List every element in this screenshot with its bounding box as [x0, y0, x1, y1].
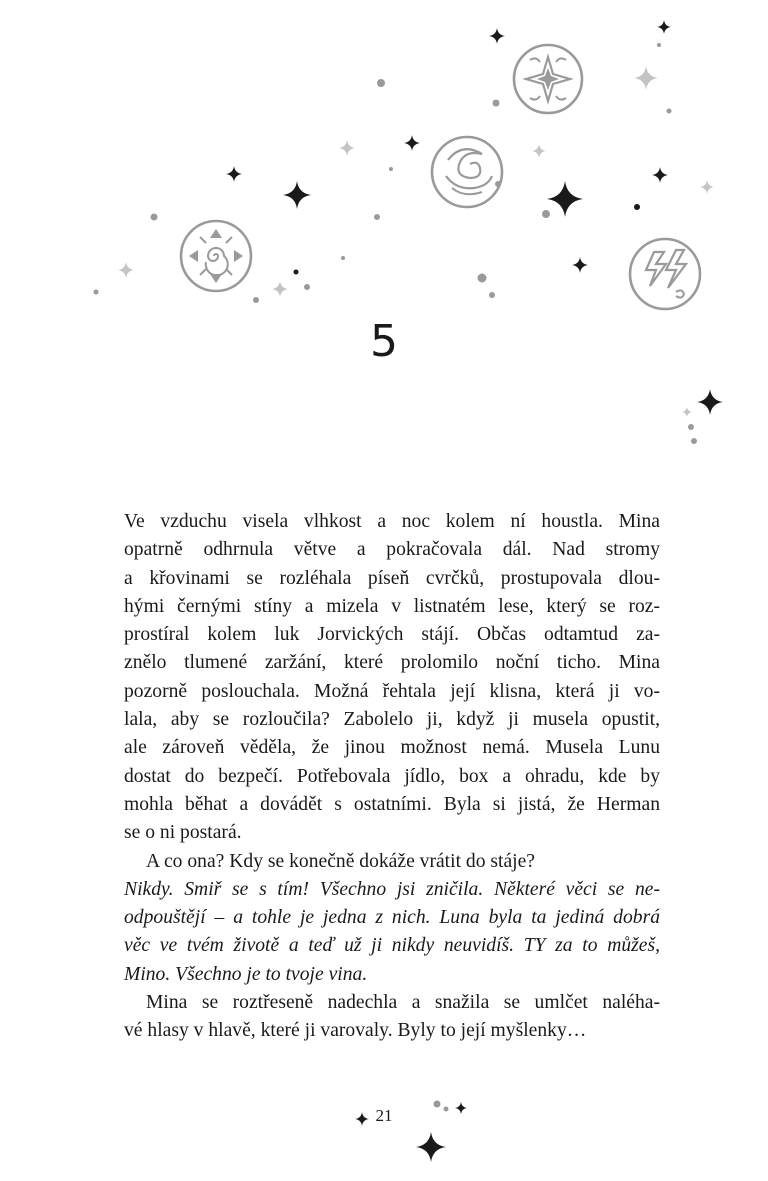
paragraph-line: věc ve tvém životě a teď už ji nikdy neuvidíš. TY za to můžeš,	[124, 935, 660, 957]
paragraph-line: lala, aby se rozloučila? Zabolelo ji, když ji musela opustit,	[124, 709, 660, 731]
chapter-text	[124, 508, 660, 1046]
paragraph-line: Mino. Všechno je to tvoje vina.	[124, 963, 368, 985]
paragraph-line: se o ni postará.	[124, 822, 242, 844]
paragraph-line: odpouštějí – a tohle je jedna z nich. Luna byla ta jediná dobrá	[124, 907, 660, 929]
paragraph-line: prostíral kolem luk Jorvických stájí. Občas odtamtud za-	[124, 624, 660, 646]
paragraph-line: mohla běhat a dovádět s ostatními. Byla si jistá, že Herman	[124, 793, 660, 815]
paragraph-line: dostat do bezpečí. Potřebovala jídlo, box a ohradu, kde by	[124, 765, 660, 787]
lightning-emblem-icon	[630, 239, 700, 309]
paragraph-line: A co ona? Kdy se konečně dokáže vrátit do stáje?	[146, 850, 536, 872]
earth-emblem-icon	[181, 221, 251, 291]
page-number: 21	[375, 1106, 393, 1125]
paragraph-line: Mina se roztřeseně nadechla a snažila se umlčet naléha-	[146, 992, 660, 1014]
paragraph-line: hými černými stíny a mizela v listnatém lese, který se roz-	[124, 595, 660, 617]
paragraph-line: znělo tlumené zaržání, které prolomilo noční ticho. Mina	[124, 652, 660, 674]
paragraph-line: vé hlasy v hlavě, které ji varovaly. Byly to její myšlenky…	[124, 1020, 587, 1042]
paragraph-line: Ve vzduchu visela vlhkost a noc kolem ní houstla. Mina	[124, 511, 660, 532]
air-emblem-icon	[514, 45, 582, 113]
paragraph-line: pozorně poslouchala. Možná řehtala její klisna, která ji vo-	[124, 680, 660, 702]
paragraph-line: ale zároveň věděla, že jinou možnost nemá. Musela Lunu	[124, 737, 660, 759]
paragraph-line: a křovinami se rozléhala píseň cvrčků, prostupovala dlou-	[124, 567, 660, 589]
paragraph-line: opatrně odhrnula větve a pokračovala dál. Nad stromy	[124, 539, 660, 561]
chapter-number: 5	[370, 316, 398, 367]
water-emblem-icon	[432, 137, 502, 207]
paragraph-line: Nikdy. Smiř se s tím! Všechno jsi zničila. Některé věci se ne-	[124, 878, 660, 900]
